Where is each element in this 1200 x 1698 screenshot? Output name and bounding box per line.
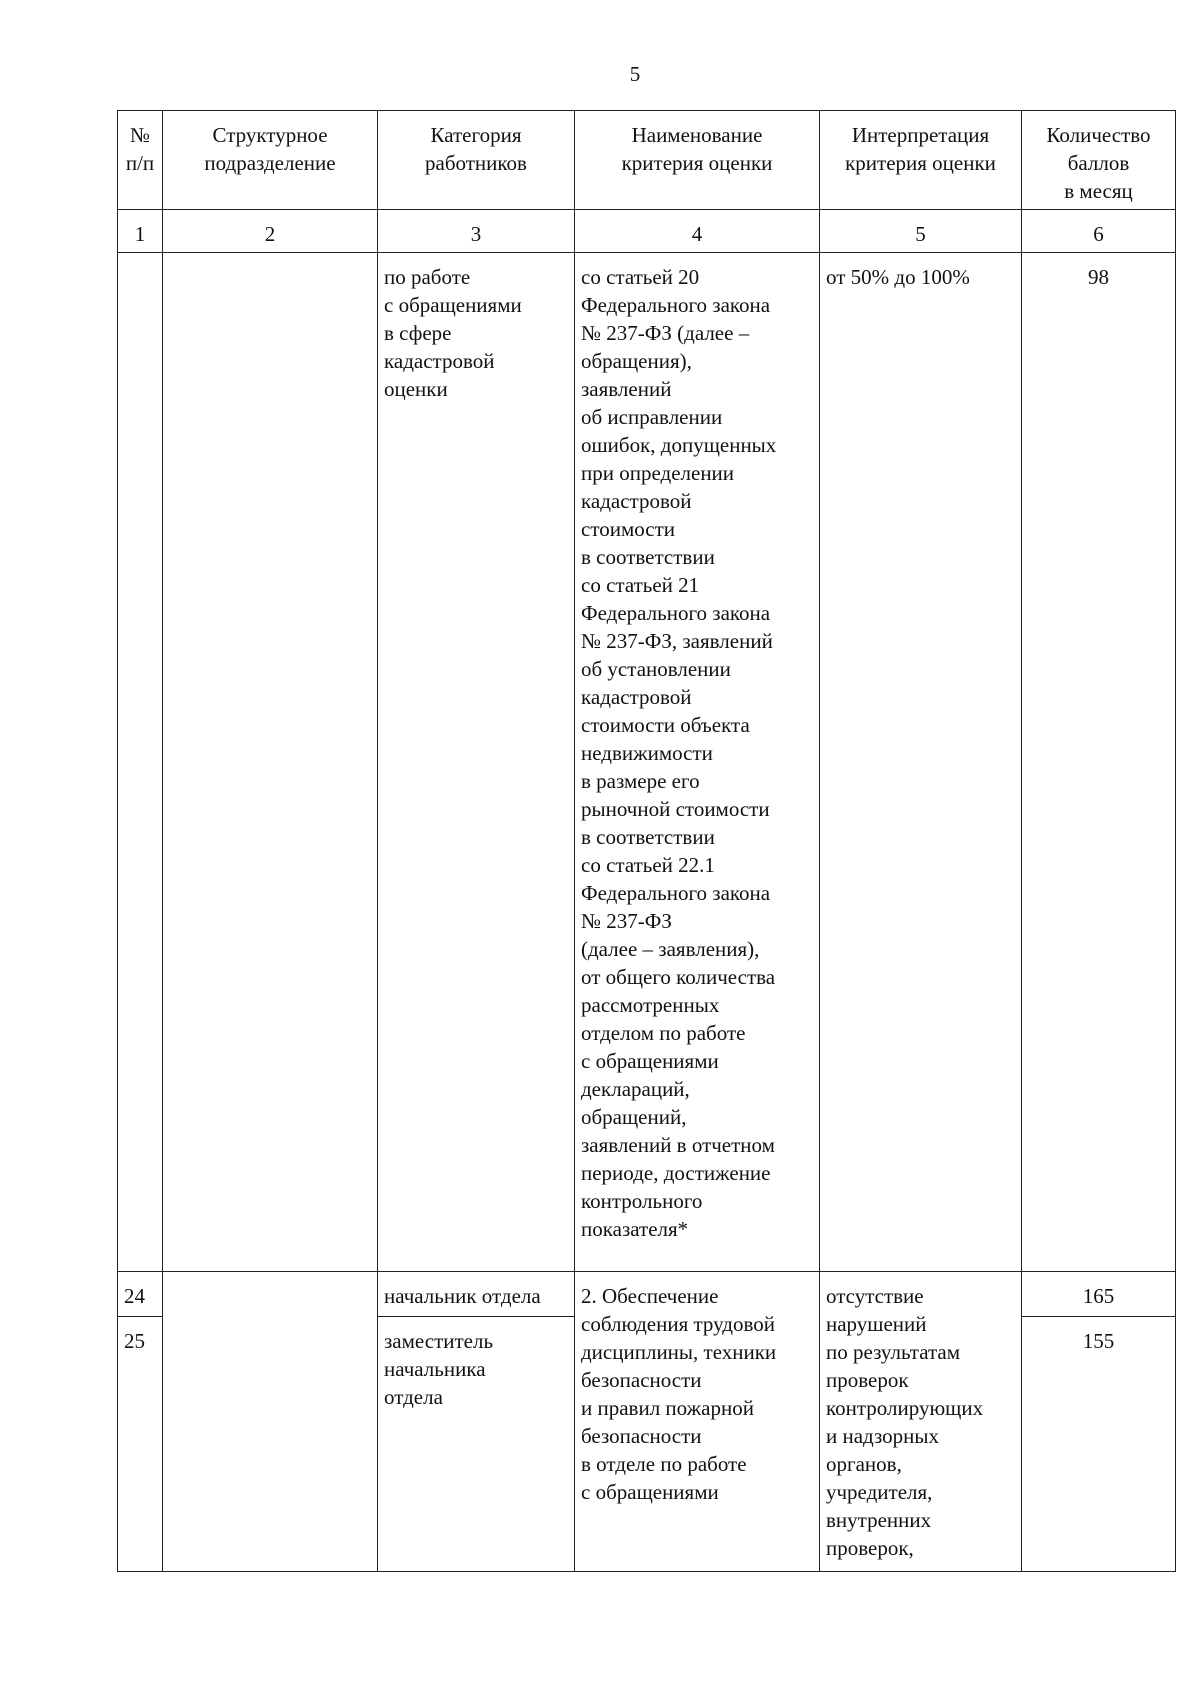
header-criterion-text: Наименование критерия оценки — [621, 123, 773, 175]
header-interpretation-text: Интерпретация критерия оценки — [845, 123, 996, 175]
column-number: 4 — [575, 210, 820, 253]
row-points-cell: 165 — [1022, 1272, 1176, 1317]
header-division-text: Структурное подразделение — [204, 123, 336, 175]
row-num-cell: 24 — [118, 1272, 163, 1317]
criteria-table — [117, 110, 1176, 1572]
table-row — [118, 1272, 1176, 1317]
row-category-cell — [378, 253, 575, 1272]
row-category-cell: начальник отдела — [378, 1272, 575, 1317]
row-num-cell: 25 — [118, 1317, 163, 1572]
header-division — [163, 111, 378, 210]
header-points — [1022, 111, 1176, 210]
column-number: 3 — [378, 210, 575, 253]
row-criterion-cell — [575, 253, 820, 1272]
row-interpretation-cell: от 50% до 100% — [820, 253, 1022, 1272]
column-number: 1 — [118, 210, 163, 253]
header-criterion — [575, 111, 820, 210]
row-category-text: по работе с обращениями в сфере кадастровой оценки — [384, 265, 522, 401]
row-interpretation-cell — [820, 1272, 1022, 1572]
header-category-text: Категория работников — [425, 123, 527, 175]
row-points-cell: 98 — [1022, 253, 1176, 1272]
header-row — [118, 111, 1176, 210]
row-division-cell — [163, 253, 378, 1272]
column-number: 2 — [163, 210, 378, 253]
row-criterion-text: со статьей 20 Федерального закона № 237-ФЗ (далее – обращения), заявлений об исправлении ошибок, допущенных при определении кадастровой стоимости в соответствии со статьей 21 Федерального закона № 237-ФЗ, заявлений об установлении кадастровой стоимости объекта недвижимости в размере его рыночной стоимости в соответствии со статьей 22.1 Федерального закона № 237-ФЗ (далее – заявления), от общего количества рассмотренных отделом по работе с обращениями деклараций, обращений, заявлений в отчетном периоде, достижение контрольного показателя* — [581, 265, 777, 1241]
table-row — [118, 253, 1176, 1272]
header-num-text: № п/п — [125, 123, 155, 175]
row-category-cell — [378, 1317, 575, 1572]
row-criterion-text: 2. Обеспечение соблюдения трудовой дисциплины, техники безопасности и правил пожарной безопасности в отделе по работе с обращениями — [581, 1284, 777, 1504]
row-interpretation-text: отсутствие нарушений по результатам проверок контролирующих и надзорных органов, учредителя, внутренних проверок, — [826, 1284, 984, 1560]
header-category — [378, 111, 575, 210]
row-division-cell — [163, 1272, 378, 1572]
row-num-cell — [118, 253, 163, 1272]
column-number-row — [118, 210, 1176, 253]
column-number: 6 — [1022, 210, 1176, 253]
page-number: 5 — [629, 62, 641, 86]
row-criterion-cell — [575, 1272, 820, 1572]
row-points-cell: 155 — [1022, 1317, 1176, 1572]
row-category-text: заместитель начальника отдела — [384, 1329, 494, 1409]
header-points-text: Количество баллов в месяц — [1046, 123, 1151, 203]
header-interpretation — [820, 111, 1022, 210]
column-number: 5 — [820, 210, 1022, 253]
header-num — [118, 111, 163, 210]
